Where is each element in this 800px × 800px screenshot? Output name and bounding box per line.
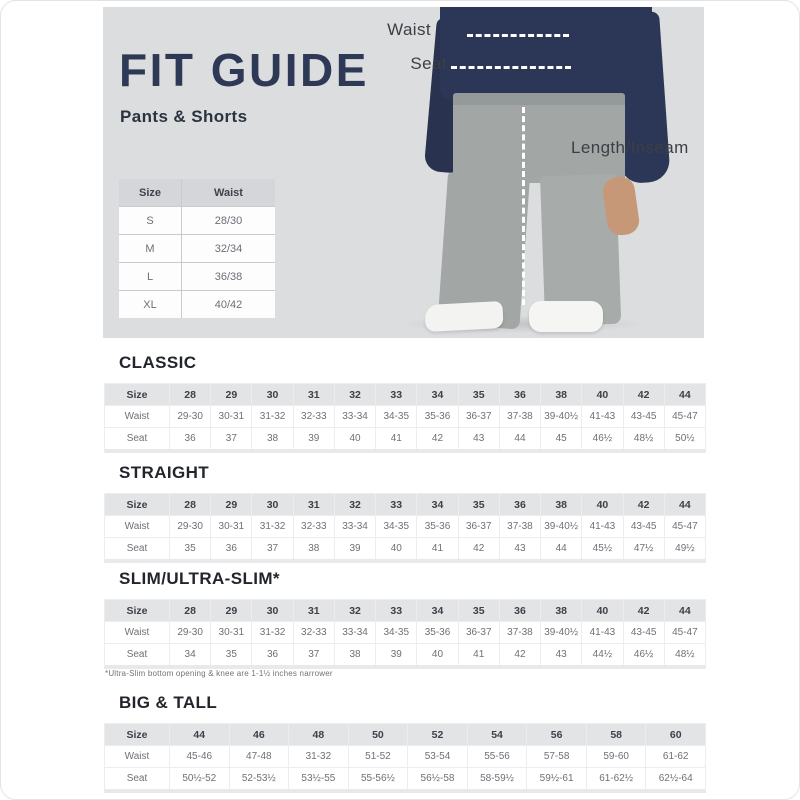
table-value-cell: 43-45 — [624, 622, 664, 643]
table-header-cell: 60 — [646, 724, 705, 745]
table-value-cell: 45 — [541, 428, 581, 449]
table-value-cell: 34 — [170, 644, 210, 665]
table-value-cell: 35 — [170, 538, 210, 559]
table-value-cell: 41 — [459, 644, 499, 665]
classic-fit-table — [104, 383, 706, 453]
table-value-cell: 36 — [211, 538, 251, 559]
table-value-cell: 44 — [541, 538, 581, 559]
table-value-cell: 39 — [376, 644, 416, 665]
table-value-cell: 53-54 — [408, 746, 467, 767]
table-value-cell: 37-38 — [500, 406, 540, 427]
table-header-cell: 28 — [170, 384, 210, 405]
table-value-cell: 45½ — [582, 538, 622, 559]
length-inseam-label: Length/Inseam — [571, 138, 689, 157]
table-value-cell: 39-40½ — [541, 516, 581, 537]
table-value-cell: 59-60 — [587, 746, 646, 767]
table-header-label: Size — [105, 724, 169, 745]
table-header-cell: 50 — [349, 724, 408, 745]
seat-label: Seat — [410, 54, 447, 73]
table-value-cell: 48½ — [624, 428, 664, 449]
table-header-cell: 28 — [170, 494, 210, 515]
model-left-shoe — [424, 301, 503, 332]
table-row-label: Waist — [105, 746, 169, 767]
table-value-cell: 30-31 — [211, 516, 251, 537]
table-value-cell: 43 — [500, 538, 540, 559]
table-header-cell: 32 — [335, 600, 375, 621]
slim-ultra-slim-fit-table — [104, 599, 706, 669]
table-value-cell: 42 — [500, 644, 540, 665]
ultra-slim-footnote: *Ultra-Slim bottom opening & knee are 1-1½ inches narrower — [105, 669, 333, 678]
table-value-cell: 38 — [335, 644, 375, 665]
table-header-cell: 31 — [294, 384, 334, 405]
table-header-cell: 42 — [624, 384, 664, 405]
table-row-label: Seat — [105, 768, 169, 789]
table-value-cell: 50½ — [665, 428, 705, 449]
table-header-cell: 30 — [252, 600, 292, 621]
page-title: FIT GUIDE — [119, 44, 369, 96]
table-value-cell: 57-58 — [527, 746, 586, 767]
table-header-cell: 32 — [335, 384, 375, 405]
table-row-label: Seat — [105, 644, 169, 665]
table-header-cell: 36 — [500, 384, 540, 405]
table-value-cell: 31-32 — [252, 516, 292, 537]
table-value-cell: 47½ — [624, 538, 664, 559]
table-header-cell: 48 — [289, 724, 348, 745]
table-header-cell: 33 — [376, 600, 416, 621]
table-header-cell: 30 — [252, 494, 292, 515]
table-header-cell: 31 — [294, 600, 334, 621]
table-value-cell: 31-32 — [252, 622, 292, 643]
table-header-label: Size — [105, 384, 169, 405]
table-header-cell: 32 — [335, 494, 375, 515]
table-header-cell: Waist — [182, 179, 275, 206]
table-value-cell: 55-56½ — [349, 768, 408, 789]
table-header-cell: 36 — [500, 600, 540, 621]
table-value-cell: 43-45 — [624, 406, 664, 427]
table-value-cell: 45-47 — [665, 406, 705, 427]
table-header-cell: 28 — [170, 600, 210, 621]
table-value-cell: 36-37 — [459, 516, 499, 537]
table-value-cell: 33-34 — [335, 622, 375, 643]
table-header-cell: 33 — [376, 384, 416, 405]
table-header-cell: 44 — [665, 600, 705, 621]
table-row-label: Waist — [105, 516, 169, 537]
table-value-cell: 47-48 — [230, 746, 289, 767]
table-row-label: Seat — [105, 538, 169, 559]
page-subtitle: Pants & Shorts — [120, 107, 248, 126]
table-value-cell: 30-31 — [211, 406, 251, 427]
table-value-cell: 32/34 — [182, 235, 275, 262]
table-header-cell: 38 — [541, 384, 581, 405]
table-header-cell: 44 — [665, 494, 705, 515]
table-value-cell: 46½ — [624, 644, 664, 665]
table-value-cell: 32-33 — [294, 406, 334, 427]
section-title-straight: STRAIGHT — [119, 463, 210, 482]
seat-measure-line — [451, 66, 571, 69]
table-value-cell: 55-56 — [468, 746, 527, 767]
model-pants-waistband — [453, 93, 625, 105]
table-value-cell: 43-45 — [624, 516, 664, 537]
table-value-cell: 56½-58 — [408, 768, 467, 789]
table-header-cell: 44 — [665, 384, 705, 405]
table-value-cell: 39 — [294, 428, 334, 449]
table-header-cell: 42 — [624, 494, 664, 515]
table-value-cell: 41 — [376, 428, 416, 449]
table-value-cell: 53½-55 — [289, 768, 348, 789]
table-header-cell: 35 — [459, 494, 499, 515]
table-value-cell: 39 — [335, 538, 375, 559]
table-row-label: Waist — [105, 622, 169, 643]
table-value-cell: 39-40½ — [541, 622, 581, 643]
table-value-cell: 40 — [376, 538, 416, 559]
table-value-cell: 37-38 — [500, 516, 540, 537]
table-value-cell: 42 — [459, 538, 499, 559]
table-header-cell: 58 — [587, 724, 646, 745]
table-value-cell: 37 — [252, 538, 292, 559]
table-header-cell: 35 — [459, 384, 499, 405]
table-header-cell: 40 — [582, 600, 622, 621]
table-value-cell: 38 — [252, 428, 292, 449]
table-header-cell: 36 — [500, 494, 540, 515]
table-value-cell: 32-33 — [294, 622, 334, 643]
table-value-cell: 36/38 — [182, 263, 275, 290]
table-header-cell: 38 — [541, 494, 581, 515]
inseam-measure-line — [522, 107, 525, 305]
table-value-cell: 29-30 — [170, 516, 210, 537]
hero-panel — [103, 7, 704, 338]
table-header-cell: 34 — [417, 384, 457, 405]
table-value-cell: 34-35 — [376, 622, 416, 643]
big-and-tall-fit-table — [104, 723, 706, 793]
table-header-cell: 40 — [582, 494, 622, 515]
model-sweater-torso — [440, 7, 652, 99]
table-value-cell: 45-47 — [665, 622, 705, 643]
table-value-cell: 45-46 — [170, 746, 229, 767]
table-header-cell: 34 — [417, 600, 457, 621]
table-value-cell: 51-52 — [349, 746, 408, 767]
table-value-cell: 31-32 — [252, 406, 292, 427]
table-value-cell: 43 — [541, 644, 581, 665]
table-header-cell: 31 — [294, 494, 334, 515]
table-value-cell: 37 — [211, 428, 251, 449]
section-title-classic: CLASSIC — [119, 353, 197, 372]
table-header-cell: 54 — [468, 724, 527, 745]
table-header-cell: 30 — [252, 384, 292, 405]
waist-measure-line — [467, 34, 569, 37]
table-value-cell: 29-30 — [170, 406, 210, 427]
table-value-cell: 41 — [417, 538, 457, 559]
table-value-cell: 29-30 — [170, 622, 210, 643]
waist-label: Waist — [387, 20, 431, 39]
table-value-cell: 34-35 — [376, 406, 416, 427]
straight-fit-table — [104, 493, 706, 563]
size-waist-table — [119, 179, 275, 318]
table-value-cell: 46½ — [582, 428, 622, 449]
table-value-cell: 36 — [252, 644, 292, 665]
table-value-cell: 44½ — [582, 644, 622, 665]
table-value-cell: 37-38 — [500, 622, 540, 643]
table-value-cell: 36-37 — [459, 622, 499, 643]
table-value-cell: 30-31 — [211, 622, 251, 643]
table-value-cell: 28/30 — [182, 207, 275, 234]
table-value-cell: 45-47 — [665, 516, 705, 537]
table-header-cell: 29 — [211, 384, 251, 405]
table-header-cell: 29 — [211, 494, 251, 515]
table-value-cell: 52-53½ — [230, 768, 289, 789]
table-row-label: Waist — [105, 406, 169, 427]
table-value-cell: 40 — [417, 644, 457, 665]
table-value-cell: 41-43 — [582, 516, 622, 537]
table-header-cell: 33 — [376, 494, 416, 515]
table-header-cell: 42 — [624, 600, 664, 621]
model-right-shoe — [529, 301, 603, 332]
table-header-label: Size — [105, 494, 169, 515]
table-value-cell: 61-62 — [646, 746, 705, 767]
table-value-cell: 48½ — [665, 644, 705, 665]
table-row-label: Seat — [105, 428, 169, 449]
table-header-label: Size — [119, 179, 181, 206]
table-header-cell: 46 — [230, 724, 289, 745]
table-header-cell: 29 — [211, 600, 251, 621]
table-value-cell: 40/42 — [182, 291, 275, 318]
table-value-cell: 61-62½ — [587, 768, 646, 789]
table-value-cell: 35-36 — [417, 622, 457, 643]
table-value-cell: 59½-61 — [527, 768, 586, 789]
table-row-label: XL — [119, 291, 181, 318]
table-value-cell: 33-34 — [335, 406, 375, 427]
table-header-cell: 35 — [459, 600, 499, 621]
table-value-cell: 34-35 — [376, 516, 416, 537]
table-value-cell: 39-40½ — [541, 406, 581, 427]
table-value-cell: 49½ — [665, 538, 705, 559]
table-header-cell: 52 — [408, 724, 467, 745]
table-row-label: L — [119, 263, 181, 290]
section-title-big-and-tall: BIG & TALL — [119, 693, 218, 712]
table-header-label: Size — [105, 600, 169, 621]
table-value-cell: 32-33 — [294, 516, 334, 537]
table-header-cell: 56 — [527, 724, 586, 745]
table-value-cell: 37 — [294, 644, 334, 665]
table-value-cell: 35-36 — [417, 516, 457, 537]
table-value-cell: 43 — [459, 428, 499, 449]
table-value-cell: 58-59½ — [468, 768, 527, 789]
table-value-cell: 42 — [417, 428, 457, 449]
table-value-cell: 38 — [294, 538, 334, 559]
table-value-cell: 36 — [170, 428, 210, 449]
table-value-cell: 35 — [211, 644, 251, 665]
table-value-cell: 62½-64 — [646, 768, 705, 789]
table-value-cell: 40 — [335, 428, 375, 449]
table-value-cell: 41-43 — [582, 406, 622, 427]
table-value-cell: 36-37 — [459, 406, 499, 427]
table-row-label: M — [119, 235, 181, 262]
table-value-cell: 35-36 — [417, 406, 457, 427]
table-value-cell: 41-43 — [582, 622, 622, 643]
table-value-cell: 44 — [500, 428, 540, 449]
table-header-cell: 34 — [417, 494, 457, 515]
table-value-cell: 50½-52 — [170, 768, 229, 789]
table-header-cell: 38 — [541, 600, 581, 621]
section-title-slim-ultra-slim: SLIM/ULTRA-SLIM* — [119, 569, 280, 588]
table-value-cell: 33-34 — [335, 516, 375, 537]
table-header-cell: 40 — [582, 384, 622, 405]
table-header-cell: 44 — [170, 724, 229, 745]
table-value-cell: 31-32 — [289, 746, 348, 767]
table-row-label: S — [119, 207, 181, 234]
